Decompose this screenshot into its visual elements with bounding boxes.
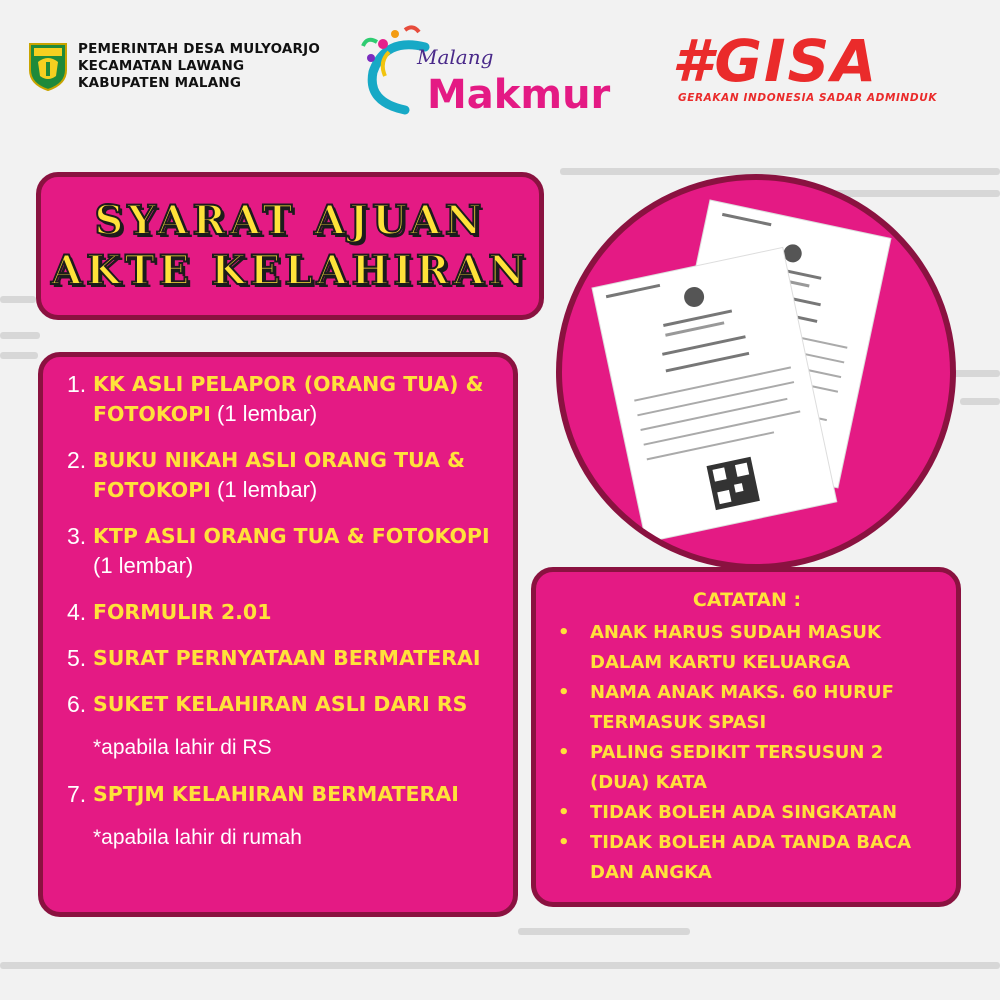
malang-makmur-logo	[355, 22, 635, 117]
malang-logo-small-text: Malang	[417, 45, 494, 69]
requirement-note: *apabila lahir di rumah	[93, 826, 302, 849]
swirl-icon	[363, 27, 425, 110]
notes-title: CATATAN :	[692, 589, 802, 611]
requirement-text: BUKU NIKAH ASLI ORANG TUA & FOTOKOPI	[93, 448, 465, 502]
org-line-1: PEMERINTAH DESA MULYOARJO	[78, 40, 321, 57]
org-line-2: KECAMATAN LAWANG	[78, 57, 245, 74]
malang-logo-big-text: Makmur	[427, 72, 611, 117]
list-item-number: 2.	[67, 447, 87, 473]
birth-certificate-illustration	[562, 180, 952, 566]
note-item	[558, 678, 936, 738]
list-item	[67, 643, 513, 673]
list-item	[67, 521, 513, 581]
requirement-text: SPTJM KELAHIRAN BERMATERAI	[93, 782, 459, 806]
org-header	[26, 40, 320, 92]
bg-stripe	[0, 296, 36, 303]
requirement-text: KK ASLI PELAPOR (ORANG TUA) & FOTOKOPI	[93, 372, 484, 426]
notes-panel	[531, 567, 961, 907]
title-line-1: SYARAT AJUAN	[94, 197, 486, 244]
list-item	[67, 779, 513, 853]
bg-stripe	[960, 398, 1000, 405]
bullet-icon: •	[558, 742, 570, 763]
list-item-number: 3.	[67, 523, 87, 549]
bullet-icon: •	[558, 832, 570, 853]
bg-stripe	[0, 962, 1000, 969]
list-item-number: 1.	[67, 371, 87, 397]
bg-stripe	[518, 928, 690, 935]
title-banner	[36, 172, 544, 320]
list-item-number: 6.	[67, 691, 87, 717]
note-text: ANAK HARUS SUDAH MASUK DALAM KARTU KELUARGA	[590, 622, 881, 673]
list-item-number: 7.	[67, 781, 87, 807]
org-line-3: KABUPATEN MALANG	[78, 74, 242, 91]
list-item	[67, 445, 513, 505]
requirements-list	[38, 352, 518, 917]
note-text: NAMA ANAK MAKS. 60 HURUF TERMASUK SPASI	[590, 682, 894, 733]
list-item	[67, 597, 513, 627]
note-item	[558, 618, 936, 678]
list-item	[67, 369, 513, 429]
requirement-quantity: (1 lembar)	[93, 553, 194, 578]
gisa-title: #GISA	[672, 27, 879, 95]
requirement-quantity: (1 lembar)	[210, 401, 318, 426]
bullet-icon: •	[558, 802, 570, 823]
requirement-note: *apabila lahir di RS	[93, 736, 272, 759]
title-line-2: AKTE KELAHIRAN	[51, 247, 529, 294]
bg-stripe	[0, 332, 40, 339]
org-name	[78, 41, 320, 92]
note-item	[558, 798, 936, 828]
bullet-icon: •	[558, 622, 570, 643]
note-text: PALING SEDIKIT TERSUSUN 2 (DUA) KATA	[590, 742, 884, 793]
certificate-image	[556, 174, 956, 570]
list-item	[67, 689, 513, 763]
list-item-number: 5.	[67, 645, 87, 671]
requirement-text: SUKET KELAHIRAN ASLI DARI RS	[93, 692, 468, 716]
list-item-number: 4.	[67, 599, 87, 625]
requirement-text: KTP ASLI ORANG TUA & FOTOKOPI	[93, 524, 490, 548]
gisa-logo	[672, 27, 942, 110]
bullet-icon: •	[558, 682, 570, 703]
bg-stripe	[560, 168, 1000, 175]
crest-icon	[26, 40, 70, 92]
requirement-text: SURAT PERNYATAAN BERMATERAI	[93, 646, 481, 670]
note-text: TIDAK BOLEH ADA SINGKATAN	[590, 802, 898, 823]
requirement-text: FORMULIR 2.01	[93, 600, 272, 624]
note-item	[558, 738, 936, 798]
requirement-quantity: (1 lembar)	[210, 477, 318, 502]
bg-stripe	[0, 352, 38, 359]
note-item	[558, 828, 936, 888]
gisa-subtitle: GERAKAN INDONESIA SADAR ADMINDUK	[678, 92, 938, 104]
note-text: TIDAK BOLEH ADA TANDA BACA DAN ANGKA	[590, 832, 912, 883]
